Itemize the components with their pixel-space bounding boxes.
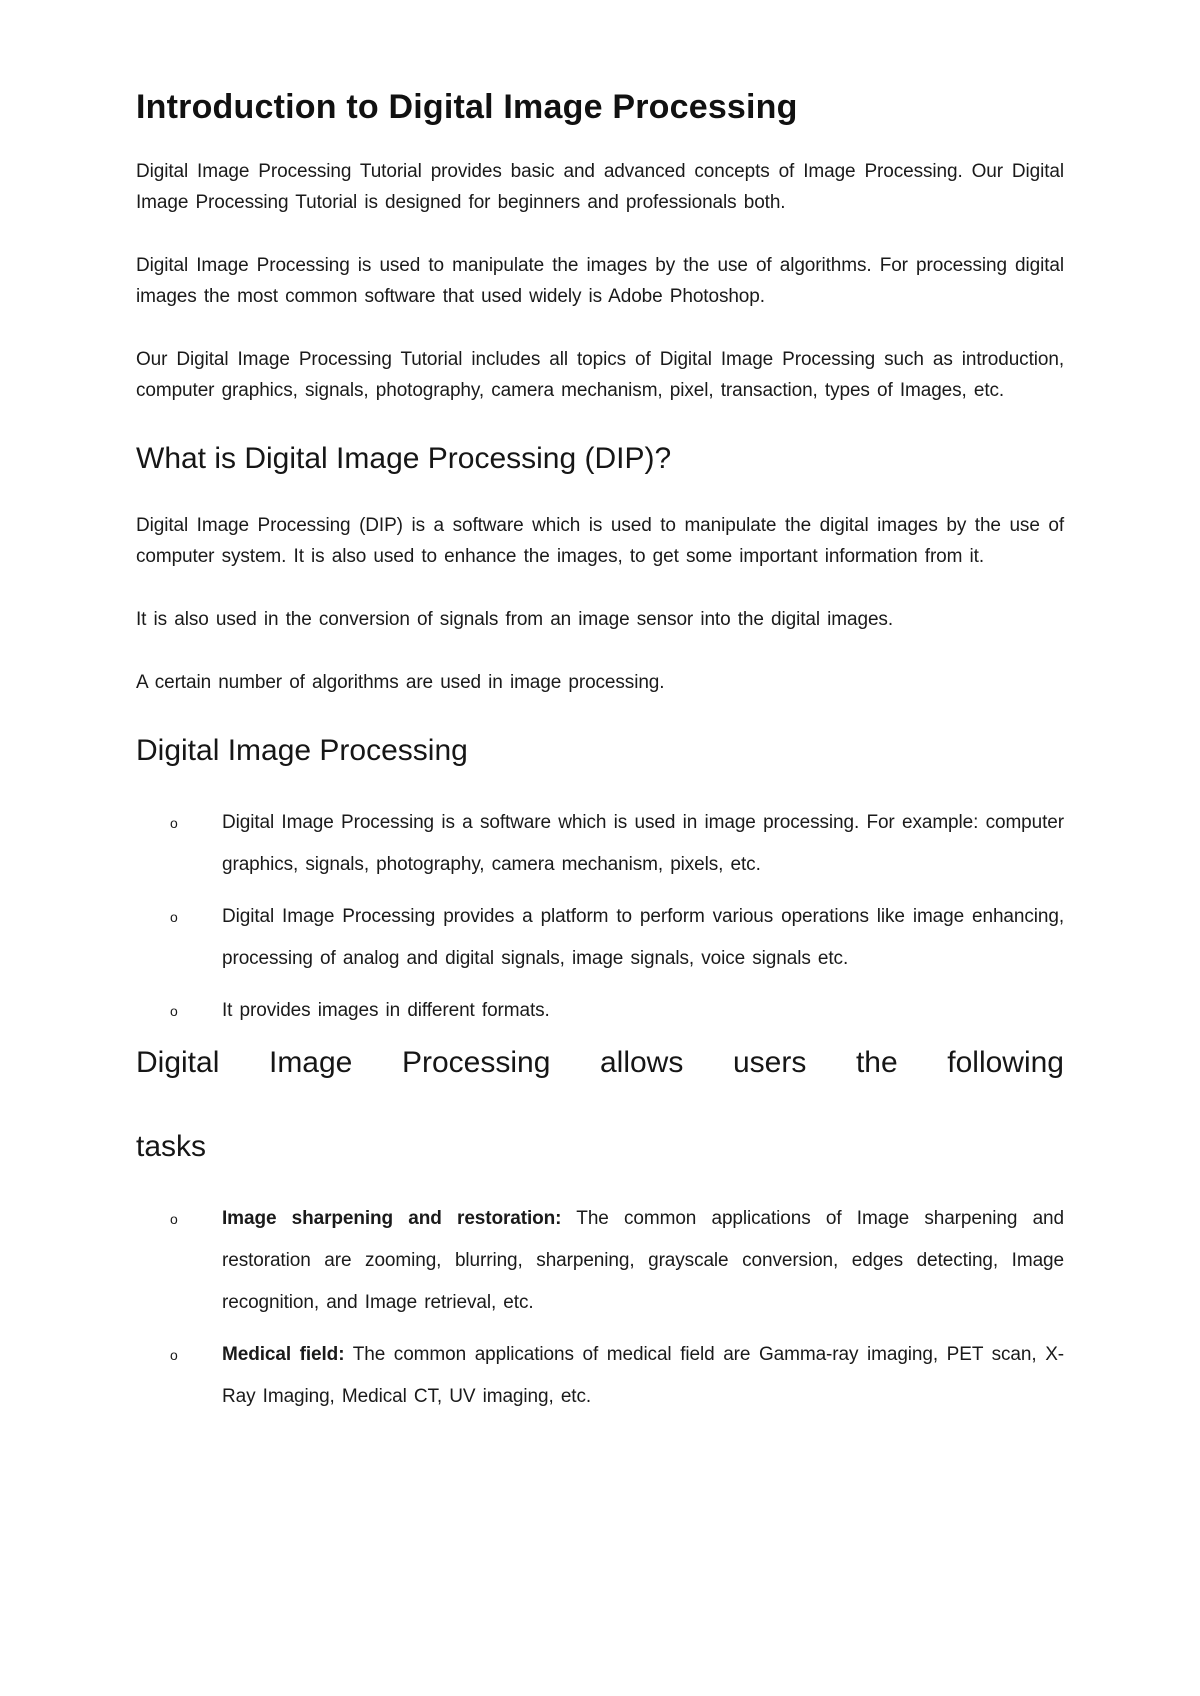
- list-item-body: Digital Image Processing is a software which is used in image processing. For example: computer graphics, signals, photography, camera mechanism, pixels, etc.: [222, 812, 1064, 875]
- list-item-lead: Image sharpening and restoration:: [222, 1208, 562, 1229]
- list-item-body: The common applications of medical field are Gamma-ray imaging, PET scan, X-Ray Imaging, Medical CT, UV imaging, etc.: [222, 1344, 1064, 1407]
- list-item: [136, 802, 1064, 886]
- dip-paragraph-1: Digital Image Processing (DIP) is a software which is used to manipulate the digital images by the use of computer system. It is also used to enhance the images, to get some important information from it.: [136, 515, 1064, 567]
- list-item: [136, 1334, 1064, 1418]
- list-item: [136, 990, 1064, 1032]
- dip-features-list: [136, 802, 1064, 1032]
- list-item-text: [222, 802, 1064, 886]
- list-item-text: [222, 1334, 1064, 1418]
- bullet-marker: o: [170, 1211, 178, 1227]
- bullet-marker: o: [170, 909, 178, 925]
- list-item: [136, 1198, 1064, 1324]
- list-item: [136, 896, 1064, 980]
- section-heading-allowed-tasks: [136, 1042, 1064, 1168]
- list-item-text: [222, 896, 1064, 980]
- list-item-body: Digital Image Processing provides a platform to perform various operations like image enhancing, processing of analog and digital signals, image signals, voice signals etc.: [222, 906, 1064, 969]
- dip-paragraph-2: It is also used in the conversion of signals from an image sensor into the digital images.: [136, 609, 893, 630]
- heading-line-1: Digital Image Processing allows users the following: [136, 1046, 1064, 1079]
- tasks-list: [136, 1198, 1064, 1418]
- page-title: Introduction to Digital Image Processing: [136, 88, 798, 126]
- heading-line-2: tasks: [136, 1130, 207, 1163]
- section-heading-digital-image-processing: Digital Image Processing: [136, 734, 468, 767]
- section-heading-what-is-dip: What is Digital Image Processing (DIP)?: [136, 442, 672, 475]
- intro-paragraph-1: Digital Image Processing Tutorial provides basic and advanced concepts of Image Processing. Our Digital Image Processing Tutorial is designed for beginners and professionals both.: [136, 161, 1064, 213]
- bullet-marker: o: [170, 1347, 178, 1363]
- list-item-lead: Medical field:: [222, 1344, 345, 1365]
- list-item-text: [222, 1198, 1064, 1324]
- list-item-body: The common applications of Image sharpening and restoration are zooming, blurring, sharpening, grayscale conversion, edges detecting, Image recognition, and Image retrieval, etc.: [222, 1208, 1064, 1313]
- intro-paragraph-3: Our Digital Image Processing Tutorial includes all topics of Digital Image Processing such as introduction, computer graphics, signals, photography, camera mechanism, pixel, transaction, types of Images, etc.: [136, 349, 1064, 401]
- bullet-marker: o: [170, 1003, 178, 1019]
- dip-paragraph-3: A certain number of algorithms are used in image processing.: [136, 672, 665, 693]
- list-item-text: [222, 990, 1064, 1032]
- list-item-body: It provides images in different formats.: [222, 1000, 550, 1021]
- intro-paragraph-2: Digital Image Processing is used to manipulate the images by the use of algorithms. For processing digital images the most common software that used widely is Adobe Photoshop.: [136, 255, 1064, 307]
- bullet-marker: o: [170, 815, 178, 831]
